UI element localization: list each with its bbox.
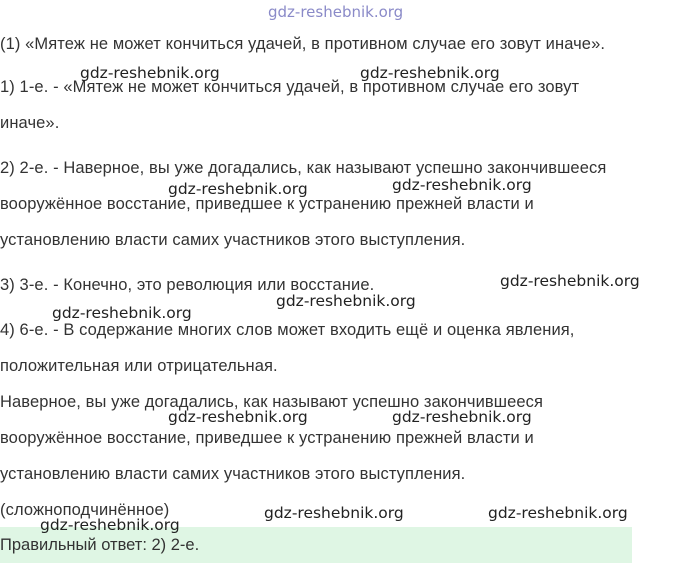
answer-line-1: 1) 1-е. - «Мятеж не может кончиться удачей, в противном случае его зовут [0,78,580,96]
answer-line-4-cont: положительная или отрицательная. [0,357,278,375]
explanation-line: установлению власти самих участников этого выступления. [0,465,466,483]
watermark: gdz-reshebnik.org [392,408,532,426]
answer-line-2-cont: установлению власти самих участников этого выступления. [0,231,466,249]
watermark: gdz-reshebnik.org [52,304,192,322]
answer-line-3: 3) 3-е. - Конечно, это революция или восстание. [0,276,375,294]
watermark: gdz-reshebnik.org [80,64,220,82]
watermark: gdz-reshebnik.org [168,408,308,426]
watermark: gdz-reshebnik.org [40,516,180,534]
watermark: gdz-reshebnik.org [264,504,404,522]
explanation-line: вооружённое восстание, приведшее к устранению прежней власти и [0,429,534,447]
task-statement: (1) «Мятеж не может кончиться удачей, в противном случае его зовут иначе». [0,35,606,53]
explanation-line: Наверное, вы уже догадались, как называют успешно закончившееся [0,393,544,411]
watermark: gdz-reshebnik.org [268,3,404,21]
watermark: gdz-reshebnik.org [168,180,308,198]
watermark: gdz-reshebnik.org [488,504,628,522]
watermark: gdz-reshebnik.org [360,64,500,82]
answer-line-1-cont: иначе». [0,114,60,132]
sentence-type: (сложноподчинённое) [0,501,170,519]
answer-line-2: 2) 2-е. - Наверное, вы уже догадались, как называют успешно закончившееся [0,159,607,177]
answer-line-2-cont: вооружённое восстание, приведшее к устранению прежней власти и [0,195,534,213]
answer-line-4: 4) 6-е. - В содержание многих слов может входить ещё и оценка явления, [0,321,575,339]
watermark: gdz-reshebnik.org [500,272,640,290]
watermark: gdz-reshebnik.org [276,292,416,310]
correct-answer-text: Правильный ответ: 2) 2-е. [0,536,200,554]
watermark: gdz-reshebnik.org [392,176,532,194]
